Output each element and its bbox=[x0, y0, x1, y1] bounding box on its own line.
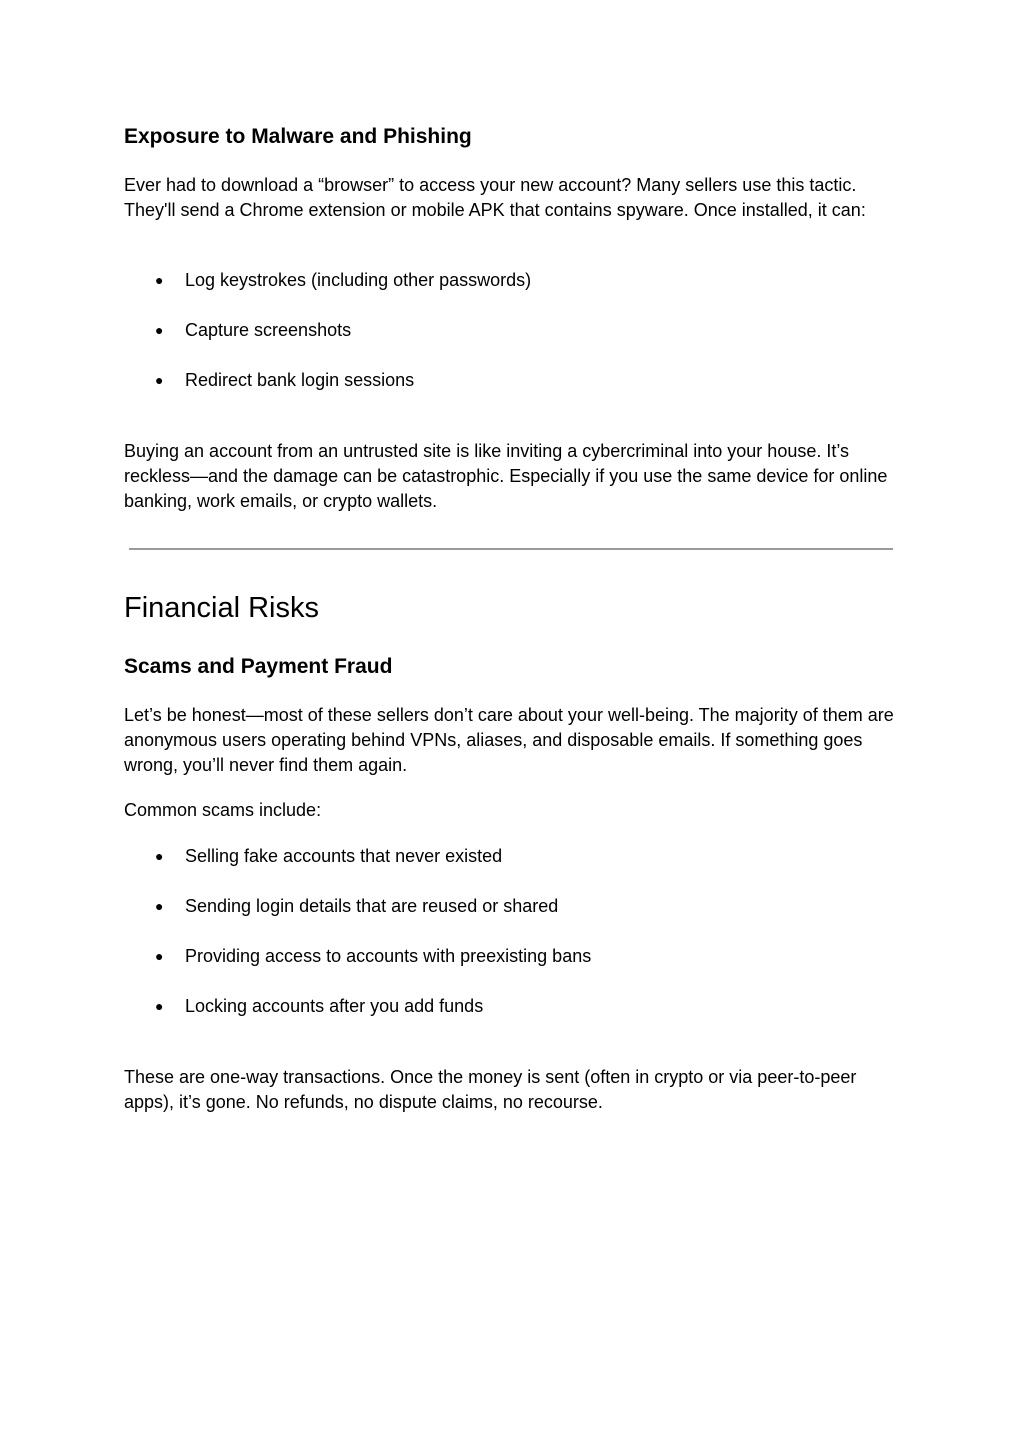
list-item: ● Locking accounts after you add funds bbox=[124, 994, 900, 1019]
scams-list-lead: Common scams include: bbox=[124, 800, 322, 820]
list-item: ● Log keystrokes (including other passwords) bbox=[124, 268, 900, 293]
malware-heading: Exposure to Malware and Phishing bbox=[124, 125, 472, 148]
malware-closing: Buying an account from an untrusted site is like inviting a cybercriminal into your house. It’s reckless—and the damage can be catastrophic. Especially if you use the same device for online banking, work emails, or crypto wallets. bbox=[124, 441, 888, 511]
scams-bullet-list bbox=[124, 844, 900, 1044]
bullet-dot-icon: ● bbox=[155, 948, 164, 964]
bullet-dot-icon: ● bbox=[155, 272, 164, 288]
bullet-dot-icon: ● bbox=[155, 848, 164, 864]
malware-bullet-list bbox=[124, 268, 900, 418]
bullet-dot-icon: ● bbox=[155, 322, 164, 338]
list-item: ● Selling fake accounts that never existed bbox=[124, 844, 900, 869]
list-item: ● Capture screenshots bbox=[124, 318, 900, 343]
list-item: ● Providing access to accounts with preexisting bans bbox=[124, 944, 900, 969]
section-divider bbox=[129, 548, 893, 550]
list-item: ● Sending login details that are reused or shared bbox=[124, 894, 900, 919]
scams-closing: These are one-way transactions. Once the money is sent (often in crypto or via peer-to-peer apps), it’s gone. No refunds, no dispute claims, no recourse. bbox=[124, 1067, 857, 1112]
financial-heading: Financial Risks bbox=[124, 592, 319, 624]
list-item: ● Redirect bank login sessions bbox=[124, 368, 900, 393]
bullet-dot-icon: ● bbox=[155, 898, 164, 914]
bullet-dot-icon: ● bbox=[155, 998, 164, 1014]
malware-intro: Ever had to download a “browser” to access your new account? Many sellers use this tactic. They'll send a Chrome extension or mobile APK that contains spyware. Once installed, it can: bbox=[124, 175, 866, 220]
scams-subheading: Scams and Payment Fraud bbox=[124, 655, 393, 678]
scams-intro: Let’s be honest—most of these sellers don’t care about your well-being. The majority of them are anonymous users operating behind VPNs, aliases, and disposable emails. If something goes wrong, you’ll never find them again. bbox=[124, 705, 894, 775]
bullet-dot-icon: ● bbox=[155, 372, 164, 388]
